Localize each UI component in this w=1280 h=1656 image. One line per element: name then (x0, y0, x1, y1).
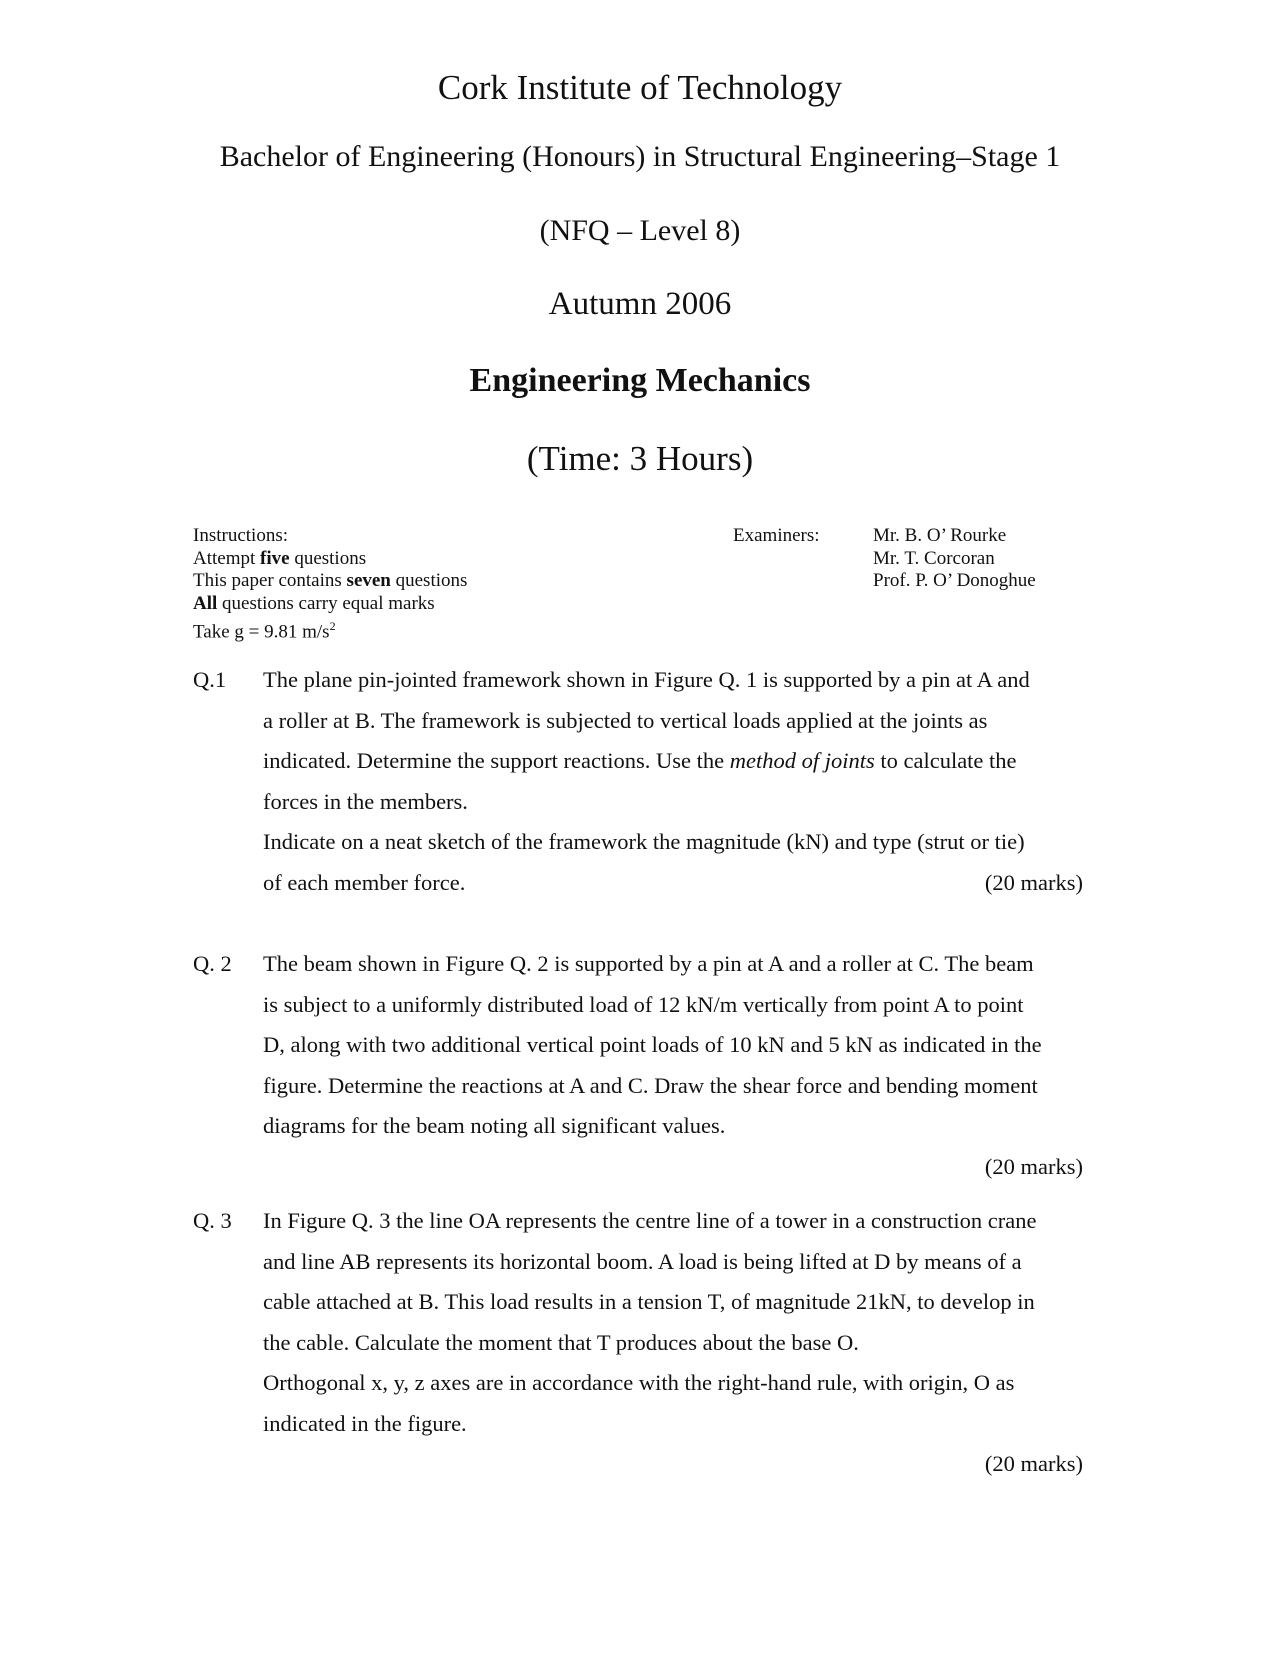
examiner-name: Prof. P. O’ Donoghue (873, 570, 1036, 591)
question-line: a roller at B. The framework is subjected to vertical loads applied at the joints as (263, 707, 988, 733)
question-number: Q.1 (193, 667, 227, 692)
question-line: indicated in the figure. (263, 1410, 467, 1436)
subject-title: Engineering Mechanics (469, 362, 811, 399)
programme-title: Bachelor of Engineering (Honours) in Structural Engineering–Stage 1 (219, 140, 1061, 173)
instructions-block (193, 525, 468, 643)
examiner-name: Mr. T. Corcoran (873, 547, 995, 569)
question-text (263, 944, 1083, 1187)
question-line: diagrams for the beam noting all significant values. (263, 1113, 726, 1138)
question-line: forces in the members. (263, 788, 468, 814)
question-number: Q. 2 (193, 951, 232, 976)
question-line: D, along with two additional vertical point loads of 10 kN and 5 kN as indicated in the (263, 1032, 1042, 1057)
instructions-heading: Instructions: (193, 525, 288, 546)
question-line: In Figure Q. 3 the line OA represents the centre line of a tower in a construction crane (263, 1208, 1037, 1233)
exam-session: Autumn 2006 (548, 286, 732, 322)
instruction-line: All questions carry equal marks (193, 592, 435, 614)
exam-duration: (Time: 3 Hours) (526, 439, 754, 478)
question-line: Orthogonal x, y, z axes are in accordance with the right-hand rule, with origin, O as (263, 1370, 1015, 1395)
question-text (263, 660, 1083, 903)
instruction-line: This paper contains seven questions (193, 570, 468, 591)
question-line: cable attached at B. This load results in a tension T, of magnitude 21kN, to develop in (263, 1289, 1035, 1314)
question-line: and line AB represents its horizontal boom. A load is being lifted at D by means of a (263, 1248, 1022, 1274)
question-line: is subject to a uniformly distributed load of 12 kN/m vertically from point A to point (263, 991, 1024, 1017)
question-line: the cable. Calculate the moment that T produces about the base O. (263, 1329, 859, 1355)
instruction-line: Attempt five questions (193, 547, 367, 569)
question-text (263, 1201, 1083, 1485)
marks-label: (20 marks) (984, 869, 1083, 895)
question-line: figure. Determine the reactions at A and C. Draw the shear force and bending moment (263, 1072, 1038, 1098)
nfq-level: (NFQ – Level 8) (539, 214, 741, 247)
question-line: The beam shown in Figure Q. 2 is supported by a pin at A and a roller at C. The beam (263, 951, 1034, 976)
question-line: Indicate on a neat sketch of the framework the magnitude (kN) and type (strut or tie) (263, 829, 1025, 854)
examiners-label: Examiners: (733, 525, 820, 546)
marks-label: (20 marks) (984, 1451, 1083, 1476)
question-line: The plane pin-jointed framework shown in Figure Q. 1 is supported by a pin at A and (263, 667, 1030, 692)
question-line: of each member force. (20 marks) (263, 863, 1083, 904)
question-number: Q. 3 (193, 1208, 232, 1233)
institute-title: Cork Institute of Technology (437, 68, 843, 107)
marks-label: (20 marks) (984, 1153, 1083, 1179)
examiner-name: Mr. B. O’ Rourke (873, 525, 1007, 546)
instruction-line: Take g = 9.81 $m/s^2$ (193, 619, 336, 643)
examiners-list (873, 525, 1036, 593)
question-line: indicated. Determine the support reactions. Use the method of joints to calculate the (263, 748, 1017, 773)
